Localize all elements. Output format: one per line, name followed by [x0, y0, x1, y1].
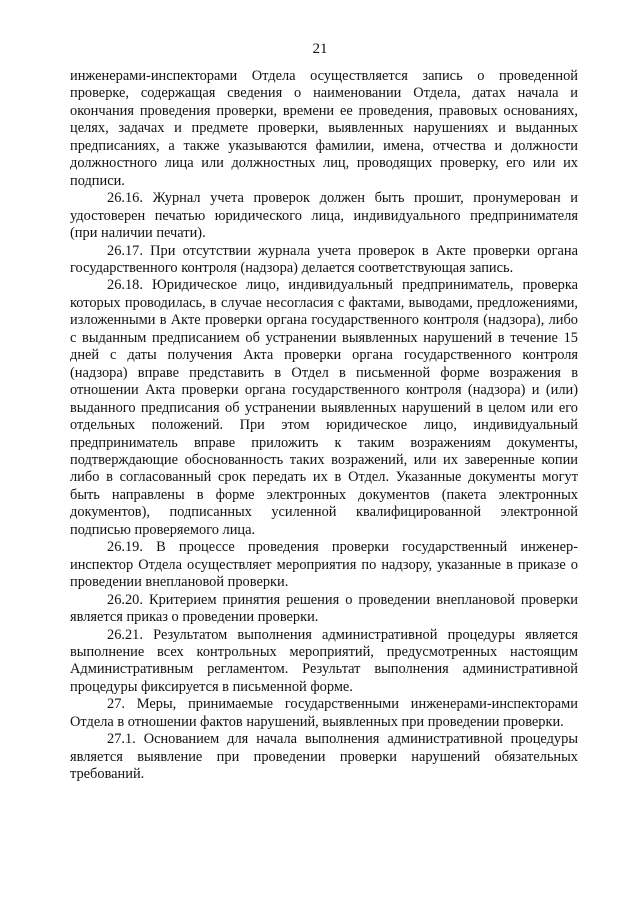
paragraph-continuation: инженерами-инспекторами Отдела осуществляется запись о проведенной проверке, содержащая сведения о наименовании Отдела, датах начала и окончания проведения проверки, времени ее проведения, правовых основаниях, целях, задачах и предмете проверки, выявленных нарушениях и выданных предписаниях, а также указываются фамилии, имена, отчества и должности должностного лица или должностных лиц, проводящих проверку, его или их подписи.	[70, 68, 578, 189]
paragraph-26-16: 26.16. Журнал учета проверок должен быть прошит, пронумерован и удостоверен печатью юридического лица, индивидуального предпринимателя (при наличии печати).	[70, 190, 578, 242]
document-body	[70, 68, 578, 784]
paragraph-26-18: 26.18. Юридическое лицо, индивидуальный предприниматель, проверка которых проводилась, в случае несогласия с фактами, выводами, предложениями, изложенными в Акте проверки органа государственного контроля (надзора), либо с выданным предписанием об устранении выявленных нарушений в течение 15 дней с даты получения Акта проверки органа государственного контроля (надзора) вправе представить в Отдел в письменной форме возражения в отношении Акта проверки органа государственного контроля (надзора) и (или) выданного предписания об устранении выявленных нарушений в целом или его отдельных положений. При этом юридическое лицо, индивидуальный предприниматель вправе приложить к таким возражениям документы, подтверждающие обоснованность таких возражений, или их заверенные копии либо в согласованный срок передать их в Отдел. Указанные документы могут быть направлены в форме электронных документов (пакета электронных документов), подписанных усиленной квалифицированной электронной подписью проверяемого лица.	[70, 277, 578, 538]
paragraph-26-17: 26.17. При отсутствии журнала учета проверок в Акте проверки органа государственного контроля (надзора) делается соответствующая запись.	[70, 242, 578, 276]
paragraph-26-21: 26.21. Результатом выполнения административной процедуры является выполнение всех контрольных мероприятий, предусмотренных настоящим Административным регламентом. Результат выполнения административной процедуры фиксируется в письменной форме.	[70, 626, 578, 695]
paragraph-27: 27. Меры, принимаемые государственными инженерами-инспекторами Отдела в отношении фактов нарушений, выявленных при проведении проверки.	[70, 696, 578, 730]
paragraph-26-19: 26.19. В процессе проведения проверки государственный инженер-инспектор Отдела осуществляет мероприятия по надзору, указанные в приказе о проведении внеплановой проверки.	[70, 539, 578, 591]
page-number: 21	[312, 41, 328, 57]
paragraph-27-1: 27.1. Основанием для начала выполнения административной процедуры является выявление при проведении проверки нарушений обязательных требований.	[70, 731, 578, 783]
paragraph-26-20: 26.20. Критерием принятия решения о проведении внеплановой проверки является приказ о проведении проверки.	[70, 591, 578, 626]
